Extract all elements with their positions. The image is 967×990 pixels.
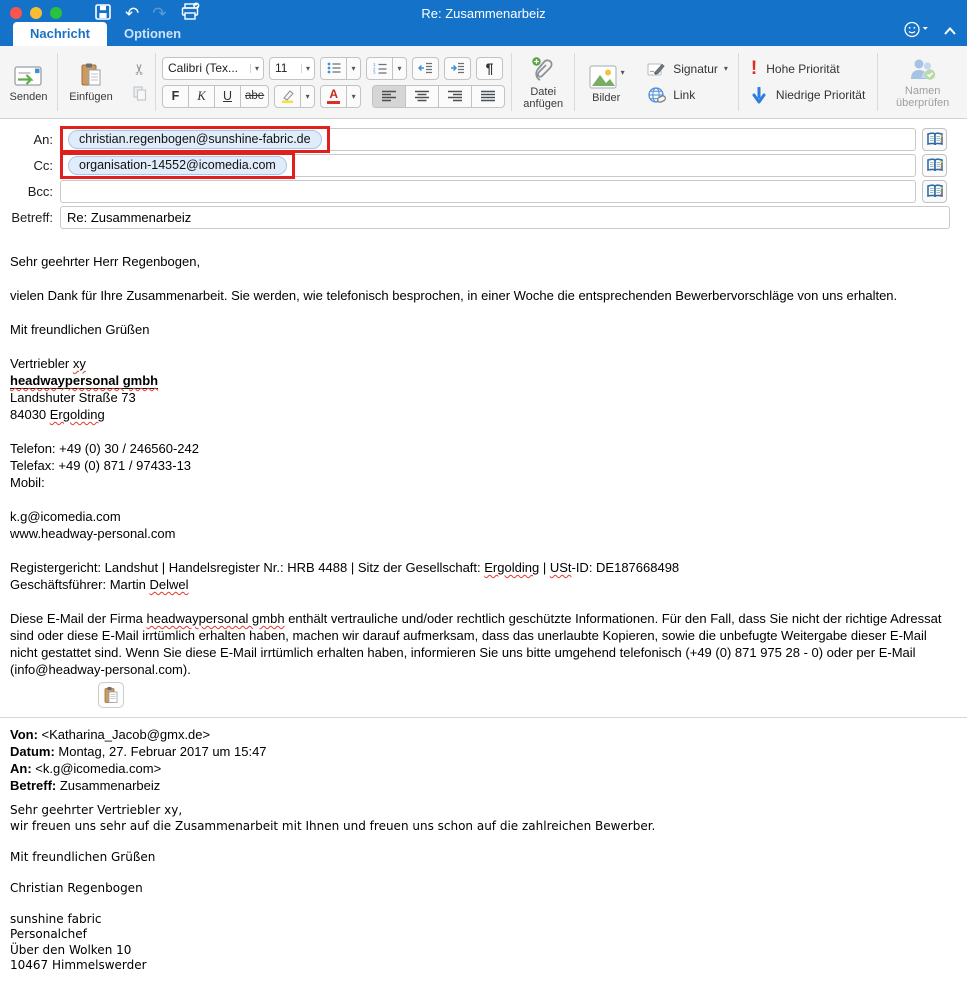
font-size-select[interactable]	[269, 57, 315, 80]
to-label: An:	[33, 131, 53, 147]
undo-icon[interactable]: ↶	[125, 4, 140, 23]
check-names-button[interactable]	[880, 46, 966, 118]
font-color-icon: A	[320, 85, 347, 108]
misspelled-word: headwaypersonal gmbh	[146, 611, 285, 626]
underline-button[interactable]: U	[214, 85, 241, 108]
bcc-address-book-button[interactable]	[922, 180, 947, 203]
svg-text:2: 2	[372, 66, 376, 72]
window-title: Re: Zusammenarbeiz	[421, 6, 546, 21]
compose-body[interactable]	[0, 236, 967, 708]
subject-row	[0, 204, 967, 230]
to-annotation-box	[60, 126, 330, 153]
signature-street-line: Landshuter Straße 73	[10, 390, 136, 405]
picture-icon	[588, 64, 618, 90]
misspelled-word: Ergolding	[484, 560, 540, 575]
fax-line: Telefax: +49 (0) 871 / 97433-13	[10, 458, 192, 473]
indent-icon	[450, 62, 465, 74]
to-address-book-button[interactable]	[922, 128, 947, 151]
signature-pen-icon	[647, 61, 667, 77]
bullet-list-control[interactable]	[320, 57, 361, 80]
paste-button[interactable]	[58, 46, 124, 118]
chevron-down-icon: ▾	[347, 57, 361, 80]
email-line: k.g@icomedia.com	[10, 509, 121, 524]
greeting-line: Sehr geehrter Herr Regenbogen,	[10, 254, 201, 269]
high-priority-button[interactable]	[750, 57, 865, 79]
chevron-down-icon: ▾	[301, 64, 314, 73]
align-left-button[interactable]	[372, 85, 406, 108]
high-priority-icon: !	[750, 57, 758, 79]
bold-button[interactable]: F	[162, 85, 189, 108]
to-recipient-pill[interactable]: christian.regenbogen@sunshine-fabric.de	[68, 130, 322, 149]
website-line: www.headway-personal.com	[10, 526, 176, 541]
indent-button[interactable]	[444, 57, 471, 80]
quoted-to-line: An: <k.g@icomedia.com>	[10, 761, 162, 776]
alignment-segment	[372, 85, 505, 108]
misspelled-word: Ergolding	[49, 407, 105, 422]
outdent-icon	[418, 62, 433, 74]
strikethrough-button[interactable]: abe	[240, 85, 269, 108]
attach-label-line2: anfügen	[523, 97, 564, 110]
bcc-input[interactable]	[60, 180, 916, 203]
tab-optionen[interactable]: Optionen	[123, 26, 182, 41]
low-priority-icon	[751, 87, 767, 104]
send-button[interactable]	[0, 46, 57, 118]
attach-file-button[interactable]	[512, 46, 574, 118]
quoted-text-line: wir freuen uns sehr auf die Zusammenarbeit mit Ihnen und freuen uns schon auf die zahlreichen Bewerber.	[10, 818, 656, 833]
redo-icon[interactable]: ↷	[152, 4, 167, 23]
font-name-value: Calibri (Tex...	[168, 61, 239, 75]
quoted-city: 10467 Himmelswerder	[10, 958, 147, 972]
font-size-value: 11	[275, 61, 288, 75]
align-justify-button[interactable]	[471, 85, 505, 108]
font-color-control[interactable]	[320, 85, 361, 108]
subject-input[interactable]	[60, 206, 950, 229]
align-justify-icon	[480, 90, 496, 102]
font-group	[156, 46, 511, 118]
align-right-button[interactable]	[438, 85, 472, 108]
quoted-greeting: Sehr geehrter Vertriebler xy,	[10, 803, 183, 817]
link-button[interactable]	[647, 86, 728, 104]
collapse-ribbon-icon[interactable]	[943, 23, 957, 41]
subject-label: Betreff:	[11, 209, 53, 225]
numbered-list-icon	[366, 57, 393, 80]
signature-city-line: 84030 Ergolding	[10, 407, 105, 422]
check-names-icon	[906, 57, 940, 83]
attach-group	[512, 46, 574, 118]
clipboard-group	[58, 46, 155, 118]
align-center-icon	[414, 90, 430, 102]
highlight-color-control[interactable]	[274, 85, 315, 108]
low-priority-label: Niedrige Priorität	[775, 88, 866, 102]
ribbon	[0, 46, 967, 119]
italic-button[interactable]: K	[188, 85, 215, 108]
show-paragraph-marks-button[interactable]: ¶	[476, 57, 503, 80]
cc-recipient-pill[interactable]: organisation-14552@icomedia.com	[68, 156, 287, 175]
paste-label: Einfügen	[69, 91, 113, 103]
cc-address-book-button[interactable]	[922, 154, 947, 177]
svg-text:1: 1	[372, 62, 376, 67]
quoted-closing: Mit freundlichen Grüßen	[10, 849, 156, 864]
low-priority-button[interactable]	[751, 87, 865, 104]
tab-nachricht[interactable]: Nachricht	[13, 22, 107, 46]
mobile-line: Mobil:	[10, 475, 45, 490]
misspelled-word: Delwel	[149, 577, 189, 592]
chevron-down-icon: ▾	[393, 57, 407, 80]
copy-icon[interactable]	[132, 85, 147, 106]
pictures-label: Bilder	[592, 91, 621, 104]
font-name-select[interactable]	[162, 57, 264, 80]
cc-input[interactable]	[60, 154, 916, 177]
bullet-list-icon	[320, 57, 347, 80]
link-globe-icon	[647, 86, 667, 104]
closing-line: Mit freundlichen Grüßen	[10, 322, 150, 337]
quoted-header	[0, 726, 967, 794]
chevron-down-icon: ▾	[250, 64, 263, 73]
send-icon	[12, 63, 46, 89]
send-label: Senden	[9, 90, 48, 103]
quoted-sender: Christian Regenbogen	[10, 880, 143, 895]
phone-line: Telefon: +49 (0) 30 / 246560-242	[10, 441, 200, 456]
misspelled-word: xy	[72, 356, 86, 371]
pictures-button[interactable]	[575, 46, 637, 118]
quoted-role: Personalchef	[10, 927, 87, 941]
ceo-line: Geschäftsführer: Martin Delwel	[10, 577, 189, 592]
attach-label-line1: Datei	[530, 85, 557, 98]
font-style-segment	[162, 85, 269, 108]
register-line: Registergericht: Landshut | Handelsregister Nr.: HRB 4488 | Sitz der Gesellschaft: Ergolding | USt-ID: DE187668498	[10, 560, 680, 575]
send-group	[0, 46, 57, 118]
align-right-icon	[447, 90, 463, 102]
highlighter-icon	[274, 85, 301, 108]
cc-annotation-box	[60, 152, 295, 179]
to-row	[0, 126, 967, 152]
feedback-smiley-icon[interactable]	[903, 21, 931, 43]
title-bar	[0, 0, 967, 46]
chevron-down-icon: ▾	[347, 85, 361, 108]
check-names-group	[878, 46, 967, 118]
chevron-down-icon: ▾	[301, 85, 315, 108]
paperclip-icon	[528, 56, 558, 84]
check-names-line1: Namen	[904, 84, 941, 97]
signature-company-line: headwaypersonal gmbh	[10, 373, 159, 388]
chevron-down-icon: ▾	[620, 67, 625, 77]
link-label: Link	[673, 87, 696, 102]
quoted-street: Über den Wolken 10	[10, 942, 132, 957]
check-names-line2: überprüfen	[896, 96, 950, 109]
paste-icon	[78, 62, 104, 89]
align-center-button[interactable]	[405, 85, 439, 108]
signature-label: Signatur	[673, 61, 718, 76]
numbered-list-control[interactable]	[366, 57, 407, 80]
ribbon-tabs	[13, 22, 198, 46]
address-book-icon	[926, 132, 944, 147]
quoted-date-line: Datum: Montag, 27. Februar 2017 um 15:47	[10, 744, 267, 759]
disclaimer-paragraph: Diese E-Mail der Firma headwaypersonal gmbh enthält vertrauliche und/oder rechtlich geschützte Informationen. Für den Fall, dass Sie nicht der richtige Adressat sind oder diese E-Mail irrtümlich erhalten haben, machen wir darauf aufmerksam, dass das unerlaubte Kopieren, sowie die unbefugte Weitergabe dieser E-Mail nicht gestattet sind. Wenn Sie diese E-Mail irrtümlich erhalten haben, informieren Sie uns bitte umgehend telefonisch (+49 (0) 871 975 28 - 0) oder per E-Mail (info@headway-personal.com).	[10, 611, 942, 677]
align-left-icon	[381, 90, 397, 102]
cc-label: Cc:	[33, 157, 53, 173]
quoted-subject-line: Betreff: Zusammenarbeiz	[10, 778, 161, 793]
to-input[interactable]	[60, 128, 916, 151]
misspelled-word: USt	[549, 560, 572, 575]
quoted-message-divider	[0, 717, 967, 718]
attachment-placeholder-button[interactable]	[98, 682, 124, 708]
quoted-company: sunshine fabric	[10, 911, 102, 926]
cc-row	[0, 152, 967, 178]
chevron-down-icon: ▾	[723, 64, 728, 73]
clipboard-icon	[103, 686, 119, 704]
subject-value: Re: Zusammenarbeiz	[67, 209, 192, 225]
outdent-button[interactable]	[412, 57, 439, 80]
svg-text:3: 3	[372, 70, 376, 74]
address-book-icon	[926, 184, 944, 199]
cut-icon[interactable]: ✂	[131, 62, 149, 75]
body-paragraph: vielen Dank für Ihre Zusammenarbeit. Sie werden, wie telefonisch besprochen, in einer Woche die entsprechenden Bewerbervorschläge von uns erhalten.	[10, 288, 898, 303]
bcc-row	[0, 178, 967, 204]
priority-group	[739, 46, 877, 118]
signature-name-line: Vertriebler xy	[10, 356, 86, 371]
bcc-label: Bcc:	[27, 183, 53, 199]
quoted-from-line: Von: <Katharina_Jacob@gmx.de>	[10, 727, 211, 742]
address-book-icon	[926, 158, 944, 173]
high-priority-label: Hohe Priorität	[766, 61, 840, 76]
signature-button[interactable]	[647, 61, 728, 77]
header-fields	[0, 119, 967, 236]
quoted-body	[0, 794, 967, 974]
insert-group	[575, 46, 738, 118]
